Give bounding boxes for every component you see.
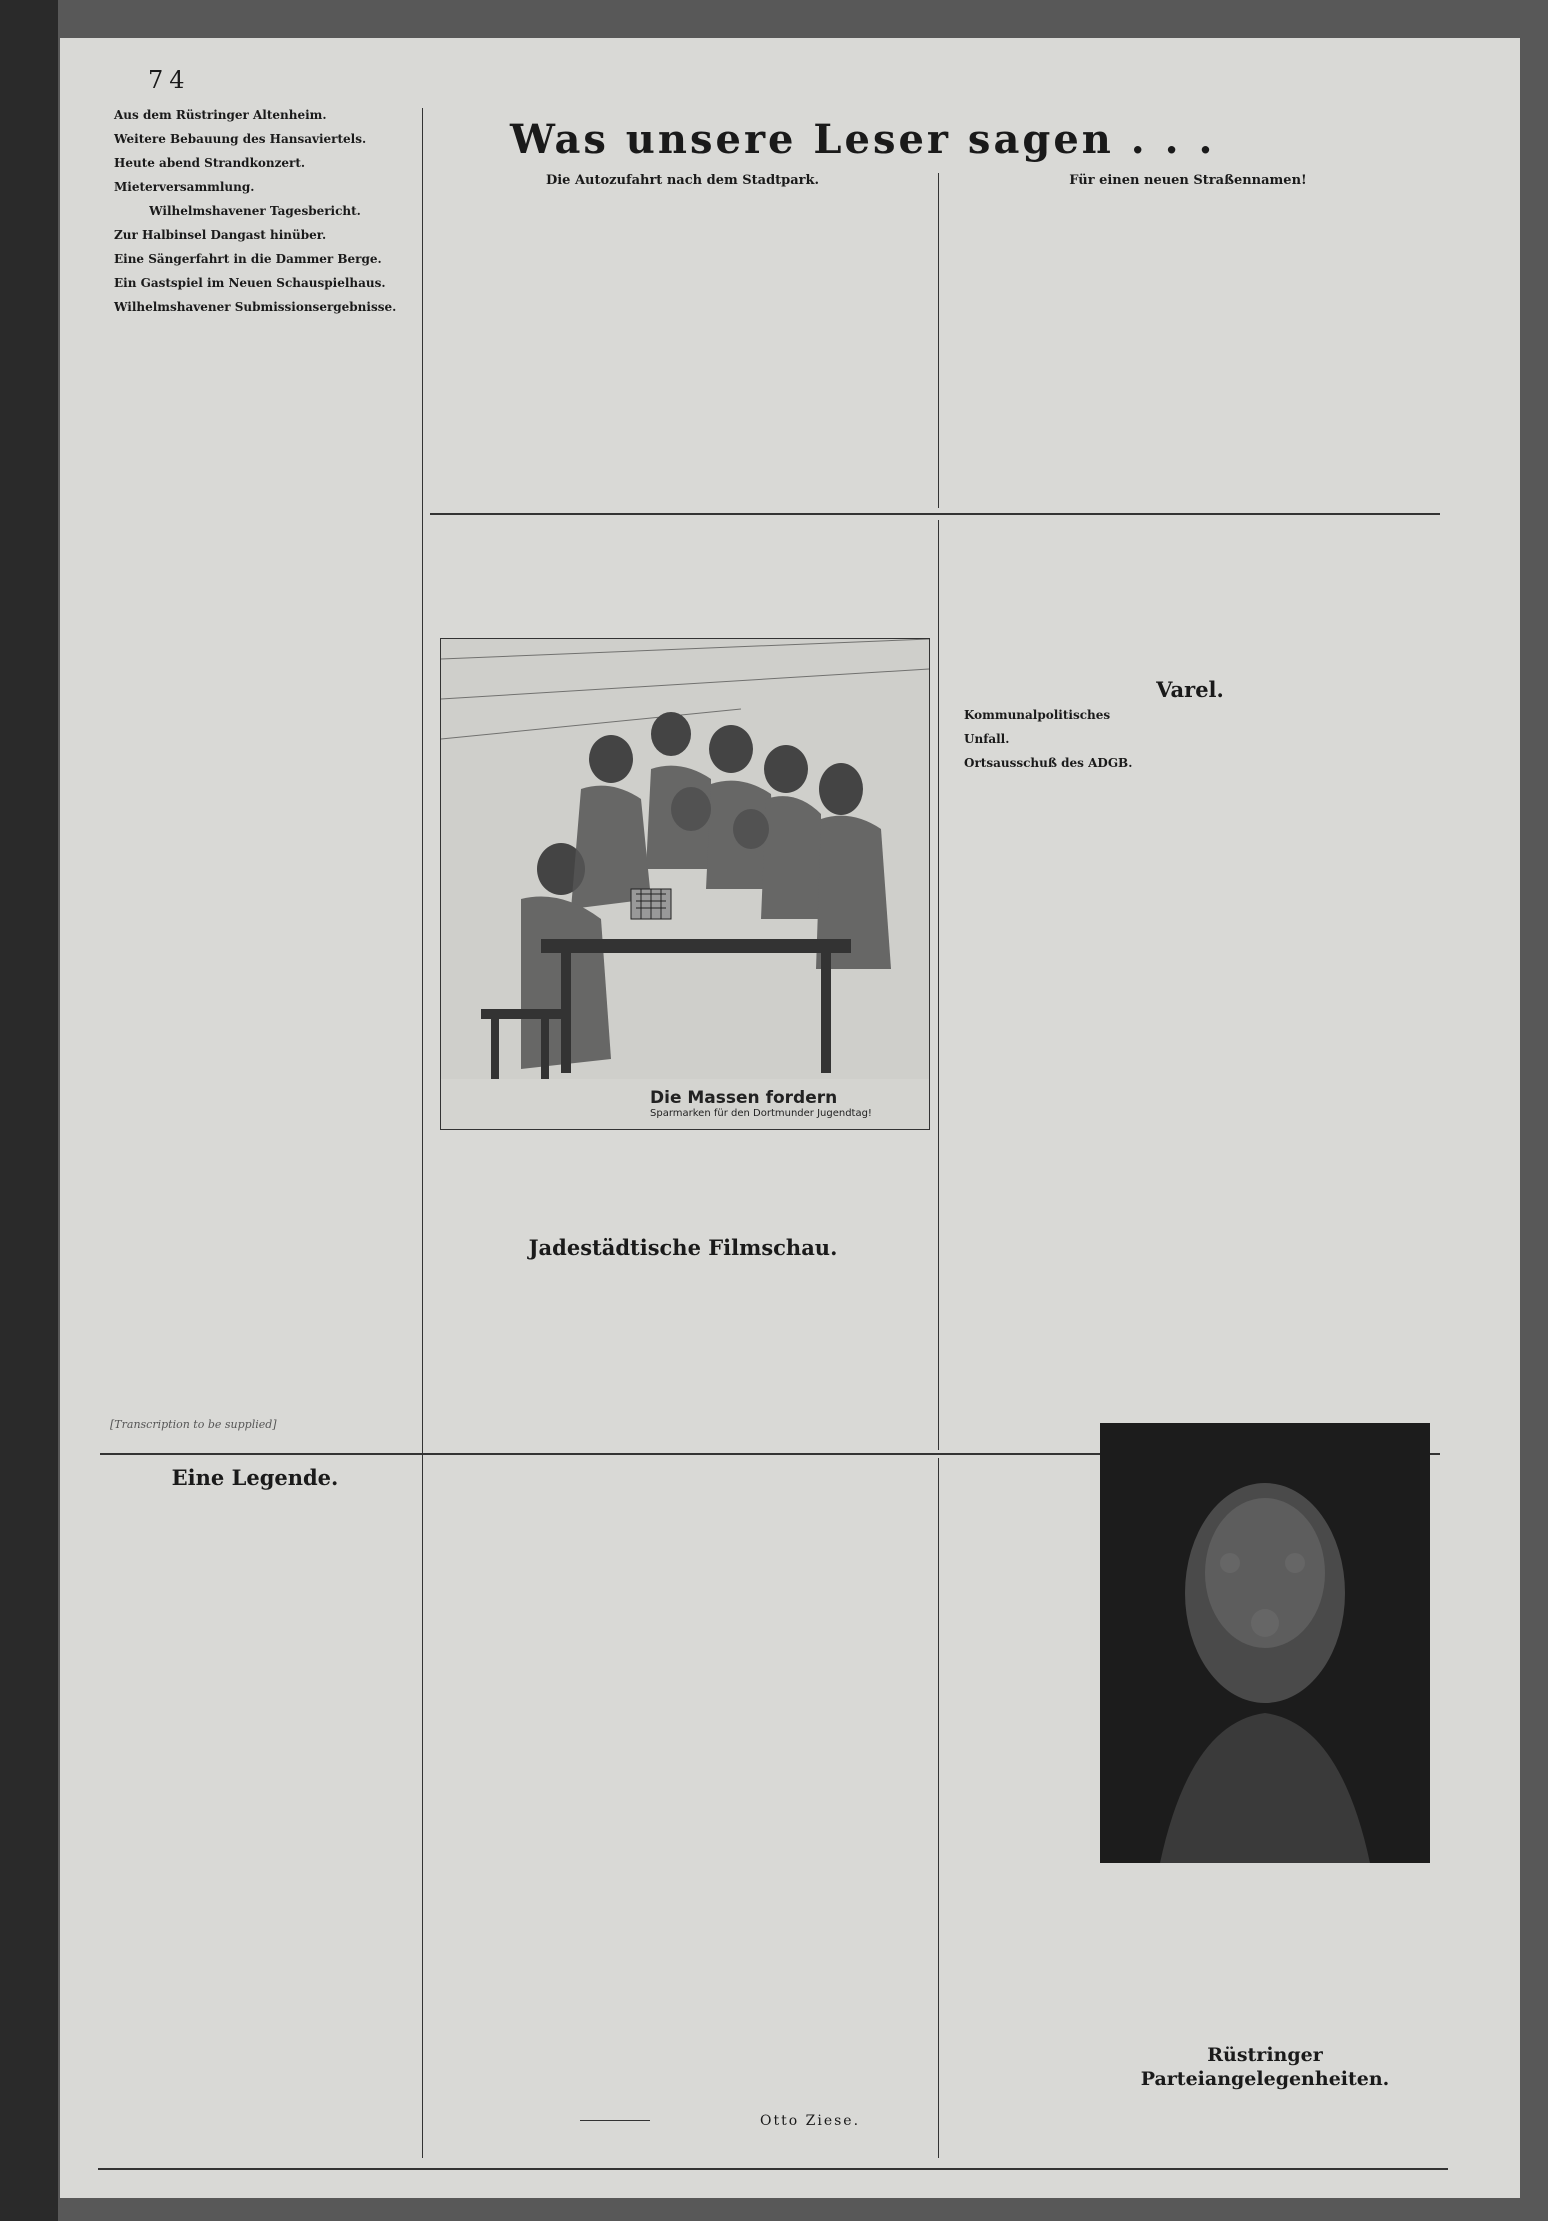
illustration-caption-sub: Sparmarken für den Dortmunder Jugendtag! [650,1108,872,1119]
mid-column-top-text [438,523,928,633]
left-section-heading: Ein Gastspiel im Neuen Schauspielhaus. [114,276,386,290]
filmschau-text [438,1266,928,1446]
varel-section-heading: Kommunalpolitisches [964,708,1111,722]
page-number: 74 [148,66,191,94]
letter-1-title: Die Autozufahrt nach dem Stadtpark. [545,173,820,188]
left-section-heading: Eine Sängerfahrt in die Dammer Berge. [114,252,382,266]
illustration-caption-title: Die Massen fordern [650,1088,838,1108]
varel-text [950,708,1430,1398]
left-section-heading: Wilhelmshavener Submissionsergebnisse. [114,300,397,314]
parteiangelegenheiten-heading: Rüstringer Parteiangelegenheiten. [1140,2044,1390,2090]
column-rule [422,108,423,1458]
mid-column-bottom-text [438,1138,928,1223]
varel-section-heading: Ortsausschuß des ADGB. [964,756,1133,770]
legend-author: Otto Ziese. [760,2113,861,2129]
legend-col-2 [438,1463,928,2103]
left-section-heading: Heute abend Strandkonzert. [114,156,306,170]
right-column-top-text [950,523,1430,673]
parteiangelegenheiten-text [1100,2073,1430,2143]
column-rule [422,1458,423,2158]
varel-section-heading: Unfall. [964,732,1010,746]
varel-heading: Varel. [1156,677,1224,702]
letter-2-text [950,193,1430,493]
letter-1-text [438,193,928,493]
letter-2-title: Für einen neuen Straßennamen! [1069,173,1307,188]
book-binding [0,0,58,2221]
legend-col-1 [100,1496,410,2156]
left-column [100,108,410,1448]
woodcut-illustration [441,639,929,1129]
legend-title: Eine Legende. [171,1465,339,1490]
portrait-stefan-george [1100,1423,1430,1863]
newspaper-page [60,38,1520,2198]
filmschau-heading: Jadestädtische Filmschau. [528,1235,838,1260]
portrait-caption [1098,1876,1433,2036]
column-rule [938,1458,939,2158]
main-headline: Was unsere Leser sagen . . . [510,116,1216,163]
tagesbericht-heading: Wilhelmshavener Tagesbericht. [149,204,361,218]
portrait-frame [1100,1423,1430,1863]
illustration-frame [440,638,930,1130]
left-column-fill-note: [Transcription to be supplied] [110,1418,277,1431]
section-rule [430,513,1440,515]
bottom-rule [98,2168,1448,2170]
left-section-heading: Weitere Bebauung des Hansaviertels. [114,132,367,146]
left-section-heading: Mieterversammlung. [114,180,255,194]
author-rule [580,2120,650,2121]
left-section-heading: Zur Halbinsel Dangast hinüber. [114,228,327,242]
column-rule [938,520,939,1450]
column-rule [938,173,939,508]
left-section-heading: Aus dem Rüstringer Altenheim. [114,108,327,122]
